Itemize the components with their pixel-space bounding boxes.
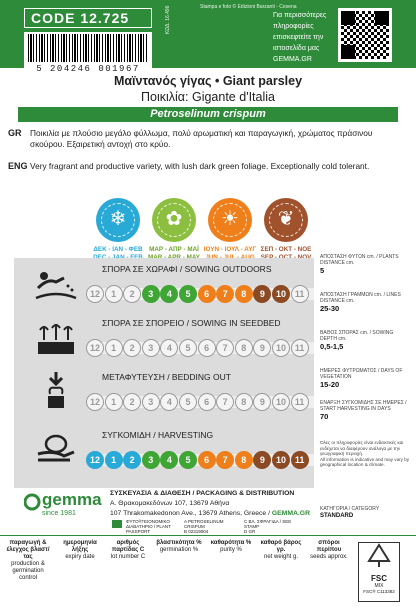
season-label-summer: ΙΟΥΝ - ΙΟΥΛ - ΑΥΓ <box>203 246 257 253</box>
qr-code <box>338 8 392 62</box>
season-winter <box>96 198 140 242</box>
month-circle: 3 <box>142 451 160 469</box>
activity-label-bedding-out: ΜΕΤΑΦΥΤΕΥΣΗ / BEDDING OUT <box>102 372 231 382</box>
month-circle: 11 <box>291 339 309 357</box>
activity-label-seedbed: ΣΠΟΡΑ ΣΕ ΣΠΟΡΕΙΟ / SOWING IN SEEDBED <box>102 318 281 328</box>
field-net-weight: καθαρό βάρος γρ. net weight g. <box>260 540 302 560</box>
packaging-label: ΣΥΣΚΕΥΑΣΙΑ & ΔΙΑΘΕΣΗ / PACKAGING & DISTRIBUTION <box>110 490 295 497</box>
barcode <box>24 32 152 78</box>
address-gr: Α. Θρακομακεδόνων 107, 13679 Αθήνα <box>110 500 230 507</box>
footer-divider <box>0 535 416 536</box>
category-value: STANDARD <box>320 513 354 519</box>
month-circle: 2 <box>123 393 141 411</box>
month-circle: 8 <box>235 285 253 303</box>
month-circle: 6 <box>198 393 216 411</box>
month-circle: 6 <box>198 285 216 303</box>
product-code: CODE 12.725 <box>24 8 152 28</box>
description-text: Ποικιλία με πλούσιο μεγάλο φύλλωμα, πολύ αρωματική και παραγωγική, χρώματος πράσινου σκούρου. Εξαιρετική αντοχή στο κρύο. <box>30 128 373 149</box>
lang-label: GR <box>8 128 22 138</box>
barcode-bars <box>28 34 148 62</box>
plant-passport: ΦΥΤΟΫΓΕΙΟΝΟΜΙΚΟ ΔΙΑΒΑΤΗΡΙΟ / PLANT PASSPORT <box>126 519 171 534</box>
month-circle: 10 <box>272 285 290 303</box>
month-circle: 1 <box>105 393 123 411</box>
month-circle: 12 <box>86 285 104 303</box>
month-circle: 3 <box>142 339 160 357</box>
activity-label-harvesting: ΣΥΓΚΟΜΙΔΗ / HARVESTING <box>102 430 214 440</box>
fsc-label: FSC <box>371 574 387 583</box>
month-circle: 6 <box>198 451 216 469</box>
month-circle: 12 <box>86 339 104 357</box>
plants-distance: ΑΠΟΣΤΑΣΗ ΦΥΤΩΝ cm. / PLANTS DISTANCE cm. 5 <box>320 254 410 275</box>
month-circle: 1 <box>105 285 123 303</box>
month-circle: 12 <box>86 451 104 469</box>
leaf-icon: ❦ <box>277 208 295 230</box>
eu-flag-icon <box>112 520 122 528</box>
field-seeds: σπόροι περίπου seeds approx. <box>310 540 348 560</box>
field-germination: βλαστικότητα % germination % <box>156 540 202 553</box>
month-circle: 9 <box>253 339 271 357</box>
month-circle: 2 <box>123 451 141 469</box>
product-title: Μαϊντανός γίγας • Giant parsley <box>113 74 303 88</box>
month-circle: 7 <box>216 339 234 357</box>
brand-name: gemma <box>42 490 102 509</box>
flower-icon: ✿ <box>165 208 183 230</box>
season-autumn <box>264 198 308 242</box>
field-expiry: ημερομηνία λήξης expiry date <box>63 540 97 560</box>
more-info-label: Για περισσότερες πληροφορίες επισκεφτείτε την ιστοσελίδα μας <box>273 12 327 52</box>
month-circle: 3 <box>142 393 160 411</box>
harvest-value: 70 <box>320 412 329 421</box>
latin-name: Petroselinum crispum <box>18 107 398 122</box>
passport-species: A PETROSELINUM CRISPUM B 02319004 <box>184 519 224 534</box>
month-circle: 5 <box>179 393 197 411</box>
header-site: GEMMA.GR <box>273 56 312 63</box>
month-circle: 6 <box>198 339 216 357</box>
description-en <box>8 161 408 172</box>
passport-batch: C ΒΛ. ΣΦΡΑΓΙΔΑ / SEE STAMP D GR <box>244 519 292 534</box>
field-production: παραγωγή & έλεγχος βλαστ/τας production & germination control <box>6 540 50 581</box>
month-circle: 7 <box>216 393 234 411</box>
month-circle: 5 <box>179 451 197 469</box>
snowflake-icon: ❄ <box>109 208 127 230</box>
plants-distance-value: 5 <box>320 266 325 275</box>
month-circle: 2 <box>123 339 141 357</box>
sun-icon: ☀ <box>221 208 239 230</box>
month-circle: 10 <box>272 451 290 469</box>
month-circle: 4 <box>160 285 178 303</box>
fsc-code: FSC® C113382 <box>363 589 395 594</box>
season-label-autumn: ΣΕΠ - ΟΚΤ - ΝΟΕ <box>260 246 312 253</box>
activity-label-sowing-outdoors: ΣΠΟΡΑ ΣΕ ΧΩΡΑΦΙ / SOWING OUTDOORS <box>102 264 272 274</box>
sowing-outdoors-icon <box>34 264 78 304</box>
qr-pattern <box>341 11 389 59</box>
month-circle: 1 <box>105 339 123 357</box>
month-circle: 3 <box>142 285 160 303</box>
fsc-mix: MIX <box>374 583 384 589</box>
seedbed-icon <box>34 318 78 358</box>
month-circle: 2 <box>123 285 141 303</box>
season-spring <box>152 198 196 242</box>
barcode-number: 5 204246 001967 <box>36 64 140 74</box>
field-lot: αριθμός παρτίδας C lot number C <box>110 540 146 560</box>
month-circle: 8 <box>235 451 253 469</box>
month-circle: 4 <box>160 339 178 357</box>
sowing-depth: ΒΑΘΟΣ ΣΠΟΡΑΣ cm. / SOWING DEPTH cm. 0,5-1,5 <box>320 330 410 351</box>
lang-label: ENG <box>8 161 28 171</box>
month-circle: 11 <box>291 451 309 469</box>
month-circle: 10 <box>272 339 290 357</box>
month-circle: 10 <box>272 393 290 411</box>
month-circle: 11 <box>291 285 309 303</box>
month-circle: 7 <box>216 285 234 303</box>
header-band <box>0 0 416 74</box>
start-harvest: ΕΝΑΡΞΗ ΣΥΓΚΟΜΙΔΗΣ ΣΕ ΗΜΕΡΕΣ / START HARVESTING IN DAYS 70 <box>320 400 410 421</box>
days-vegetation: ΗΜΕΡΕΣ ΦΥΤΡΩΜΑΤΟΣ / DAYS OF VEGETATION 15-20 <box>320 368 410 389</box>
month-circle: 11 <box>291 393 309 411</box>
category: ΚΑΤΗΓΟΡΙΑ / CATEGORY STANDARD <box>320 506 410 521</box>
sowing-depth-value: 0,5-1,5 <box>320 342 344 351</box>
bedding-out-icon <box>34 370 78 410</box>
gemma-logo <box>24 490 104 535</box>
field-purity: καθαρότητα % purity % <box>210 540 252 553</box>
lines-distance-value: 25-30 <box>320 304 340 313</box>
brand-since: since 1981 <box>42 510 76 517</box>
month-circle: 4 <box>160 451 178 469</box>
harvesting-icon <box>34 426 78 466</box>
season-label-spring: ΜΑΡ - ΑΠΡ - ΜΑΪ <box>149 246 199 253</box>
month-circle: 8 <box>235 339 253 357</box>
kwd-code: ΚΩΔ. 16.496 <box>165 5 171 34</box>
month-circle: 7 <box>216 451 234 469</box>
more-info-text <box>273 10 348 65</box>
month-circle: 9 <box>253 393 271 411</box>
month-circle: 8 <box>235 393 253 411</box>
description-gr <box>8 128 408 150</box>
address-en: 107 Thrakomakedonon Ave., 13679 Athens, Greece / GEMMA.GR <box>110 510 310 517</box>
vegetation-value: 15-20 <box>320 380 340 389</box>
month-circle: 4 <box>160 393 178 411</box>
lines-distance: ΑΠΟΣΤΑΣΗ ΓΡΑΜΜΩΝ cm. / LINES DISTANCE cm. 25-30 <box>320 292 410 313</box>
season-label-winter: ΔΕΚ - ΙΑΝ - ΦΕΒ <box>93 246 143 253</box>
activity-panel <box>14 258 314 488</box>
fsc-logo <box>358 542 400 602</box>
disclaimer: Όλες οι πληροφορίες είναι ενδεικτικές και ενδέχεται να διαφέρουν ανάλογα με την γεωγραφική περιοχή. All information is indicative and may vary by geographical location & climate. <box>320 440 410 467</box>
print-credit: Stampa e foto © Edizioni Barzanti - Cesena <box>200 4 297 10</box>
month-circle: 5 <box>179 339 197 357</box>
month-circle: 9 <box>253 285 271 303</box>
season-summer <box>208 198 252 242</box>
product-variety: Ποικιλία: Gigante d'Italia <box>141 90 275 104</box>
month-circle: 12 <box>86 393 104 411</box>
month-circle: 5 <box>179 285 197 303</box>
month-circle: 1 <box>105 451 123 469</box>
month-circle: 9 <box>253 451 271 469</box>
description-text: Very fragrant and productive variety, with lush dark green foliage. Exceptionally cold tolerant. <box>30 161 370 171</box>
tree-icon <box>359 543 399 569</box>
